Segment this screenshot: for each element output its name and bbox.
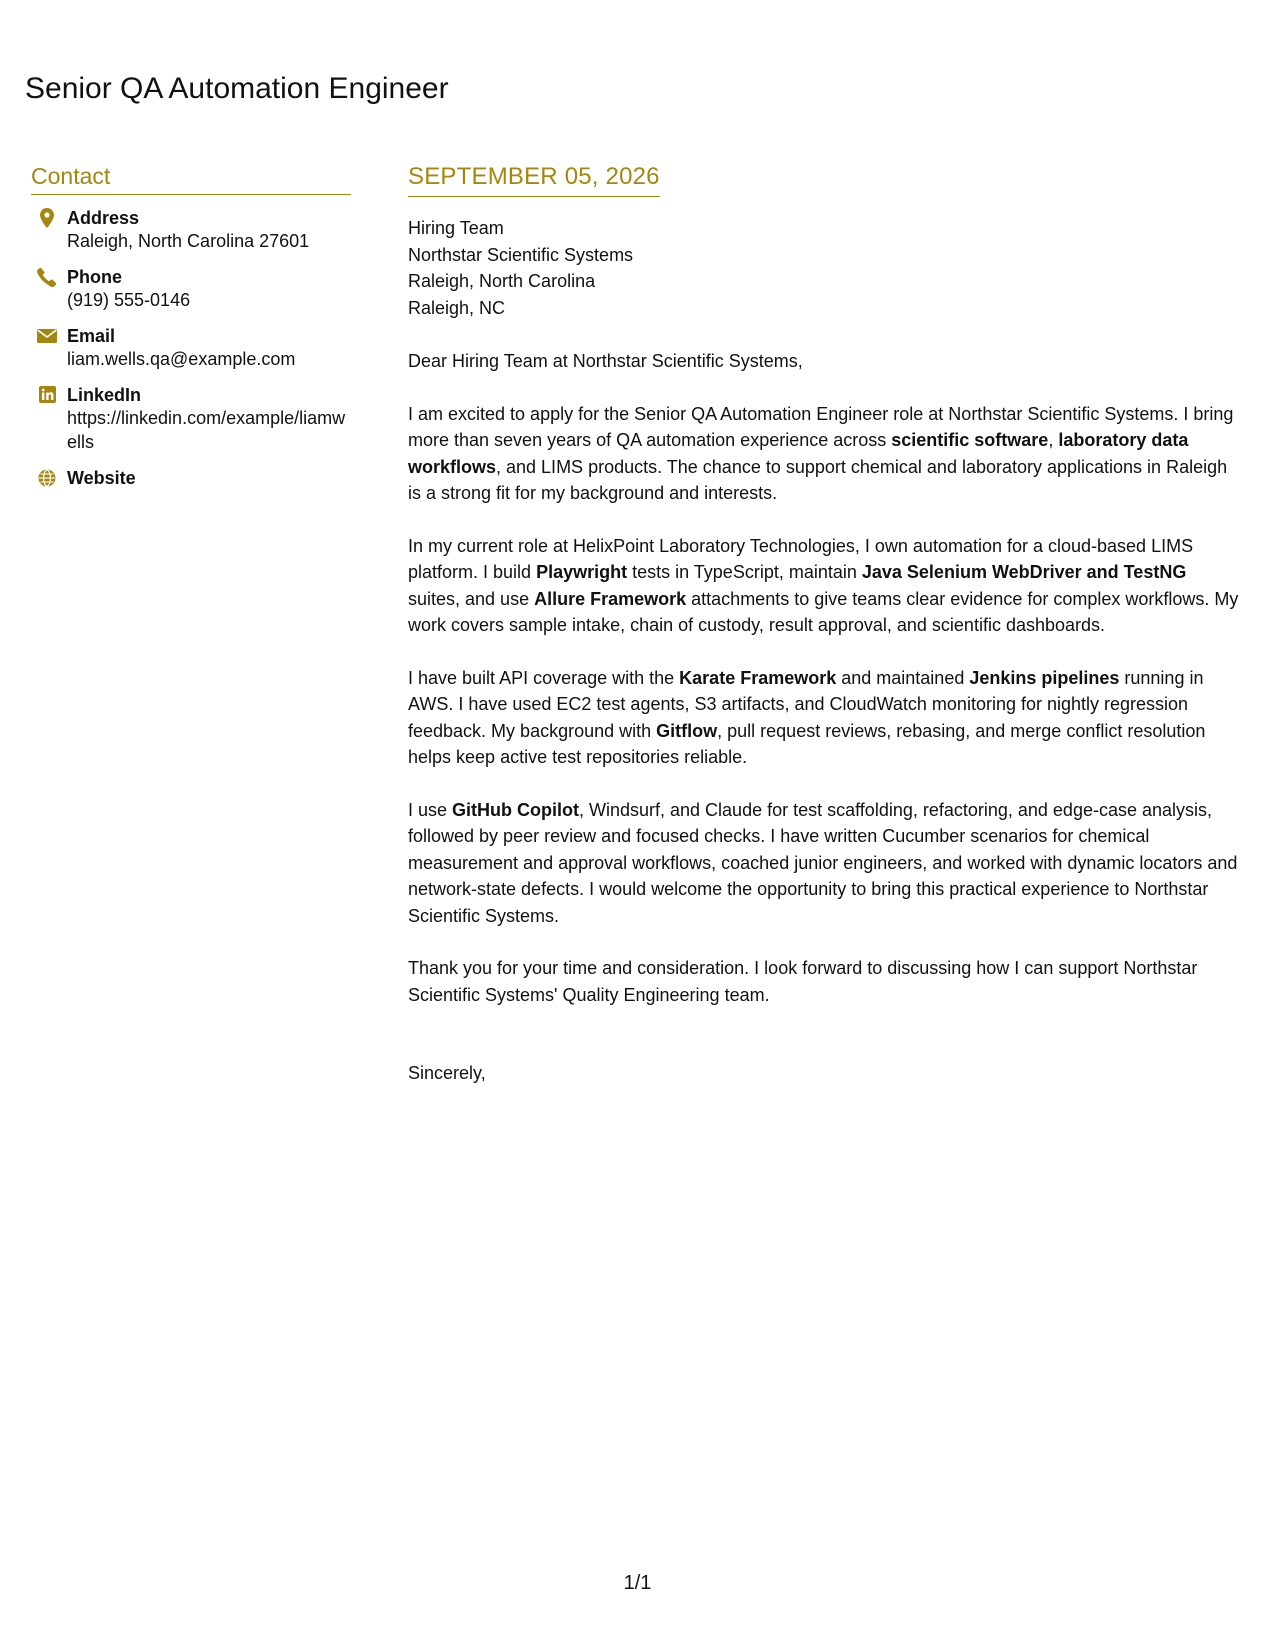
emphasized-text: laboratory data workflows <box>408 430 1189 477</box>
website-label: Website <box>67 468 136 488</box>
address-label: Address <box>67 208 140 228</box>
contact-item-website <box>31 467 351 490</box>
paragraph-text: , Windsurf, and Claude for test scaffolding, refactoring, and edge-case analysis, followed by peer review and focused checks. I have written Cucumber scenarios for chemical measurement and approval workflows, coached junior engineers, and worked with dynamic locators and network-state defects. I would welcome the opportunity to bring this practical experience to Northstar Scientific Systems. <box>408 799 1238 926</box>
linkedin-icon <box>35 384 59 407</box>
emphasized-text: Java Selenium WebDriver and TestNG <box>861 562 1187 582</box>
map-pin-icon <box>35 207 59 230</box>
phone-label: Phone <box>67 267 123 287</box>
recipient-line: Raleigh, NC <box>408 297 506 318</box>
emphasized-text: Allure Framework <box>534 588 687 609</box>
emphasized-text: Gitflow <box>656 720 718 741</box>
letter-paragraphs <box>408 401 1243 1009</box>
letter-paragraph <box>408 533 1243 639</box>
recipient-line: Northstar Scientific Systems <box>408 244 634 265</box>
recipient-line: Raleigh, North Carolina <box>408 271 596 291</box>
paragraph-text: running in AWS. I have used EC2 test agents, S3 artifacts, and CloudWatch monitoring for nightly regression feedback. My background with <box>408 667 1204 741</box>
paragraph-text: attachments to give teams clear evidence for complex workflows. My work covers sample intake, chain of custody, result approval, and scientific dashboards. <box>408 588 1239 635</box>
paragraph-text: Thank you for your time and consideration. I look forward to discussing how I can support Northstar Scientific Systems' Quality Engineering team. <box>408 958 1198 1005</box>
emphasized-text: Karate Framework <box>679 667 837 688</box>
emphasized-text: scientific software <box>891 430 1049 450</box>
contact-item-address <box>31 207 351 253</box>
phone-icon <box>35 266 59 289</box>
paragraph-text: , and LIMS products. The chance to support chemical and laboratory applications in Raleigh is a strong fit for my background and interests. <box>408 456 1228 503</box>
linkedin-label: LinkedIn <box>67 385 142 405</box>
linkedin-value[interactable]: https://linkedin.com/example/liamwells <box>67 408 346 452</box>
address-value: Raleigh, North Carolina 27601 <box>67 231 310 251</box>
letter-body <box>408 163 1243 1087</box>
emphasized-text: Playwright <box>536 562 628 582</box>
letter-paragraph <box>408 797 1243 930</box>
closing: Sincerely, <box>408 1063 486 1083</box>
phone-value: (919) 555-0146 <box>67 290 191 310</box>
recipient-line: Hiring Team <box>408 218 504 238</box>
contact-item-linkedin <box>31 384 351 454</box>
paragraph-text: suites, and use <box>408 588 535 609</box>
recipient-block <box>408 215 1243 321</box>
salutation: Dear Hiring Team at Northstar Scientific Systems, <box>408 351 803 371</box>
envelope-icon <box>35 325 59 348</box>
paragraph-text: I use <box>408 799 453 820</box>
emphasized-text: Jenkins pipelines <box>969 667 1120 688</box>
paragraph-text: , pull request reviews, rebasing, and merge conflict resolution helps keep active test repositories reliable. <box>408 720 1206 767</box>
contact-item-phone <box>31 266 351 312</box>
paragraph-text: In my current role at HelixPoint Laboratory Technologies, I own automation for a cloud-based LIMS platform. I build <box>408 535 1194 582</box>
letter-paragraph <box>408 665 1243 771</box>
email-label: Email <box>67 326 116 346</box>
contact-item-email <box>31 325 351 371</box>
emphasized-text: GitHub Copilot <box>452 799 579 820</box>
page-number: 1/1 <box>623 1572 652 1594</box>
paragraph-text: tests in TypeScript, maintain <box>627 562 862 582</box>
letter-date: SEPTEMBER 05, 2026 <box>408 163 660 197</box>
letter-paragraph <box>408 401 1243 507</box>
paragraph-text: and maintained <box>836 667 970 688</box>
paragraph-text: I am excited to apply for the Senior QA Automation Engineer role at Northstar Scientific Systems. I bring more than seven years of QA automation experience across <box>408 403 1234 450</box>
contact-heading: Contact <box>31 163 351 195</box>
letter-paragraph <box>408 955 1243 1008</box>
globe-icon <box>35 467 59 490</box>
paragraph-text: I have built API coverage with the <box>408 667 680 688</box>
email-value[interactable]: liam.wells.qa@example.com <box>67 349 296 369</box>
paragraph-text: , <box>1048 430 1059 450</box>
contact-sidebar <box>31 163 351 503</box>
page-title: Senior QA Automation Engineer <box>25 72 449 105</box>
